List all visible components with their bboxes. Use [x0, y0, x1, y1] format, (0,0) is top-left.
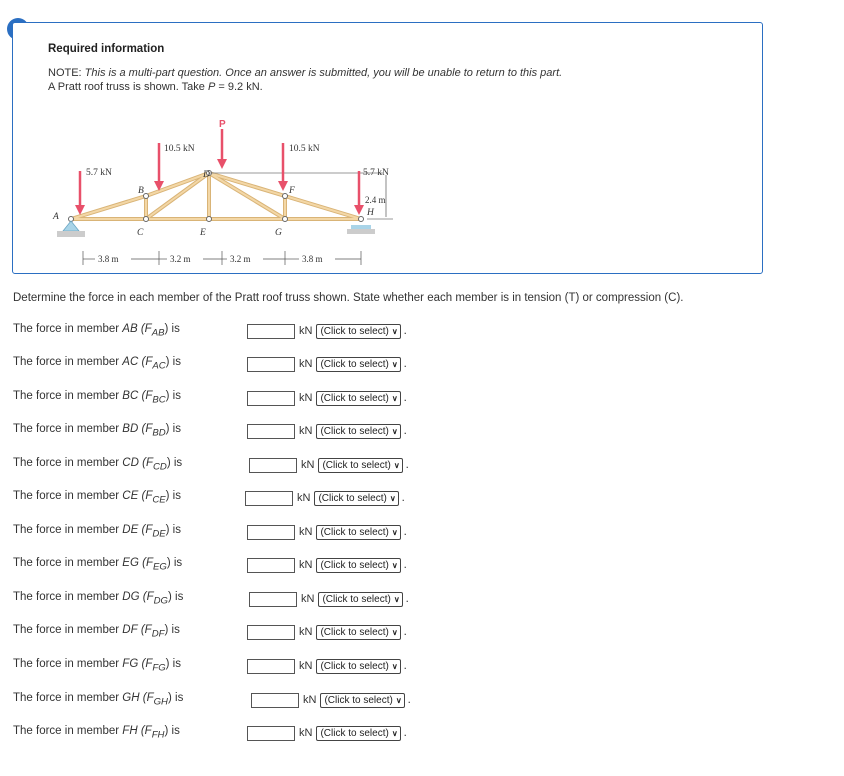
- tension-compression-select-ce[interactable]: (Click to select) ∨: [314, 491, 398, 506]
- chevron-down-icon: ∨: [391, 560, 398, 570]
- question-row-fg: The force in member FG $(F_{FG})$ is kN (Click to select) ∨ .: [13, 658, 407, 674]
- panel-title: Required information: [48, 43, 165, 55]
- chevron-down-icon: ∨: [393, 594, 400, 604]
- chevron-down-icon: ∨: [391, 426, 398, 436]
- question-row-ab: The force in member AB $(F_{AB})$ is kN (Click to select) ∨ .: [13, 323, 407, 339]
- unit-label: kN: [297, 492, 311, 504]
- question-row-bc: The force in member BC $(F_{BC})$ is kN (Click to select) ∨ .: [13, 390, 407, 406]
- end-load-right-label: 5.7 kN: [363, 168, 389, 178]
- node-d-label: D: [203, 170, 210, 180]
- node-c-label: C: [137, 228, 144, 238]
- chevron-down-icon: ∨: [391, 359, 398, 369]
- question-label: The force in member DF $(F_{DF})$ is: [13, 624, 180, 640]
- chevron-down-icon: ∨: [389, 493, 396, 503]
- question-label: The force in member GH $(F_{GH})$ is: [13, 692, 184, 708]
- chevron-down-icon: ∨: [395, 695, 402, 705]
- tension-compression-select-fg[interactable]: (Click to select) ∨: [316, 659, 400, 674]
- tension-compression-select-fh[interactable]: (Click to select) ∨: [316, 726, 400, 741]
- chevron-down-icon: ∨: [391, 728, 398, 738]
- question-row-dg: The force in member DG $(F_{DG})$ is kN (Click to select) ∨ .: [13, 591, 409, 607]
- chevron-down-icon: ∨: [391, 627, 398, 637]
- load-arrows: [75, 129, 364, 215]
- force-input-ce[interactable]: [245, 491, 293, 506]
- force-input-ac[interactable]: [247, 357, 295, 372]
- question-row-ac: The force in member AC $(F_{AC})$ is kN (Click to select) ∨ .: [13, 356, 407, 372]
- force-input-dg[interactable]: [249, 592, 297, 607]
- span-1-label: 3.8 m: [98, 254, 119, 264]
- force-input-eg[interactable]: [247, 558, 295, 573]
- node-f-label: F: [289, 186, 295, 196]
- unit-label: kN: [299, 325, 313, 337]
- question-row-cd: The force in member CD $(F_{CD})$ is kN (Click to select) ∨ .: [13, 457, 409, 473]
- tension-compression-select-eg[interactable]: (Click to select) ∨: [316, 558, 400, 573]
- truss-members: [71, 173, 361, 219]
- node-g-label: G: [275, 228, 282, 238]
- roller-support-h: [347, 225, 375, 234]
- node-a-label: A: [53, 212, 59, 222]
- load-left-label: 10.5 kN: [164, 144, 195, 154]
- unit-label: kN: [299, 358, 313, 370]
- chevron-down-icon: ∨: [391, 661, 398, 671]
- load-p-label: P: [219, 119, 226, 130]
- tension-compression-select-ac[interactable]: (Click to select) ∨: [316, 357, 400, 372]
- question-row-bd: The force in member BD $(F_{BD})$ is kN (Click to select) ∨ .: [13, 423, 407, 439]
- node-e-label: E: [200, 228, 206, 238]
- load-right-label: 10.5 kN: [289, 144, 320, 154]
- force-input-bd[interactable]: [247, 424, 295, 439]
- multi-part-note: NOTE: This is a multi-part question. Once an answer is submitted, you will be unable to return to this part.: [48, 67, 563, 79]
- tension-compression-select-cd[interactable]: (Click to select) ∨: [318, 458, 402, 473]
- question-label: The force in member FH $(F_{FH})$ is: [13, 725, 180, 741]
- chevron-down-icon: ∨: [391, 527, 398, 537]
- node-b-label: B: [138, 186, 144, 196]
- unit-label: kN: [301, 593, 315, 605]
- question-label: The force in member DG $(F_{DG})$ is: [13, 591, 184, 607]
- tension-compression-select-dg[interactable]: (Click to select) ∨: [318, 592, 402, 607]
- unit-label: kN: [299, 425, 313, 437]
- chevron-down-icon: ∨: [393, 460, 400, 470]
- force-input-cd[interactable]: [249, 458, 297, 473]
- question-row-de: The force in member DE $(F_{DE})$ is kN (Click to select) ∨ .: [13, 524, 407, 540]
- unit-label: kN: [299, 392, 313, 404]
- pin-support-a: [57, 221, 85, 237]
- tension-compression-select-bd[interactable]: (Click to select) ∨: [316, 424, 400, 439]
- span-2-label: 3.2 m: [170, 254, 191, 264]
- span-3-label: 3.2 m: [230, 254, 251, 264]
- note-text: This is a multi-part question. Once an answer is submitted, you will be unable to return to this part.: [84, 67, 563, 79]
- force-input-bc[interactable]: [247, 391, 295, 406]
- question-row-eg: The force in member EG $(F_{EG})$ is kN (Click to select) ∨ .: [13, 557, 407, 573]
- question-label: The force in member AC $(F_{AC})$ is: [13, 356, 181, 372]
- pratt-truss-figure: [43, 99, 393, 269]
- question-label: The force in member FG $(F_{FG})$ is: [13, 658, 181, 674]
- unit-label: kN: [299, 526, 313, 538]
- chevron-down-icon: ∨: [391, 393, 398, 403]
- tension-compression-select-de[interactable]: (Click to select) ∨: [316, 525, 400, 540]
- tension-compression-select-df[interactable]: (Click to select) ∨: [316, 625, 400, 640]
- question-label: The force in member BC $(F_{BC})$ is: [13, 390, 181, 406]
- question-row-gh: The force in member GH $(F_{GH})$ is kN (Click to select) ∨ .: [13, 692, 411, 708]
- unit-label: kN: [299, 660, 313, 672]
- question-row-ce: The force in member CE $(F_{CE})$ is kN (Click to select) ∨ .: [13, 490, 405, 506]
- unit-label: kN: [299, 559, 313, 571]
- unit-label: kN: [303, 694, 317, 706]
- force-input-fg[interactable]: [247, 659, 295, 674]
- question-label: The force in member AB $(F_{AB})$ is: [13, 323, 180, 339]
- question-label: The force in member DE $(F_{DE})$ is: [13, 524, 181, 540]
- force-input-fh[interactable]: [247, 726, 295, 741]
- question-label: The force in member CE $(F_{CE})$ is: [13, 490, 181, 506]
- tension-compression-select-ab[interactable]: (Click to select) ∨: [316, 324, 400, 339]
- force-input-gh[interactable]: [251, 693, 299, 708]
- question-row-fh: The force in member FH $(F_{FH})$ is kN (Click to select) ∨ .: [13, 725, 407, 741]
- span-4-label: 3.8 m: [302, 254, 323, 264]
- question-label: The force in member BD $(F_{BD})$ is: [13, 423, 181, 439]
- force-input-de[interactable]: [247, 525, 295, 540]
- unit-label: kN: [299, 626, 313, 638]
- unit-label: kN: [299, 727, 313, 739]
- instructions: Determine the force in each member of the Pratt roof truss shown. State whether each member is in tension (T) or compression (C).: [13, 292, 684, 304]
- load-variable: P: [207, 81, 216, 93]
- force-input-ab[interactable]: [247, 324, 295, 339]
- height-label: 2.4 m: [365, 195, 386, 205]
- unit-label: kN: [301, 459, 315, 471]
- chevron-down-icon: ∨: [391, 326, 398, 336]
- question-row-df: The force in member DF $(F_{DF})$ is kN (Click to select) ∨ .: [13, 624, 407, 640]
- tension-compression-select-bc[interactable]: (Click to select) ∨: [316, 391, 400, 406]
- required-information-panel: [12, 22, 763, 274]
- node-h-label: H: [367, 208, 374, 218]
- end-load-left-label: 5.7 kN: [86, 168, 112, 178]
- question-label: The force in member CD $(F_{CD})$ is: [13, 457, 183, 473]
- problem-statement: A Pratt roof truss is shown. Take P = 9.2 kN.: [48, 81, 263, 93]
- force-input-df[interactable]: [247, 625, 295, 640]
- tension-compression-select-gh[interactable]: (Click to select) ∨: [320, 693, 404, 708]
- question-label: The force in member EG $(F_{EG})$ is: [13, 557, 183, 573]
